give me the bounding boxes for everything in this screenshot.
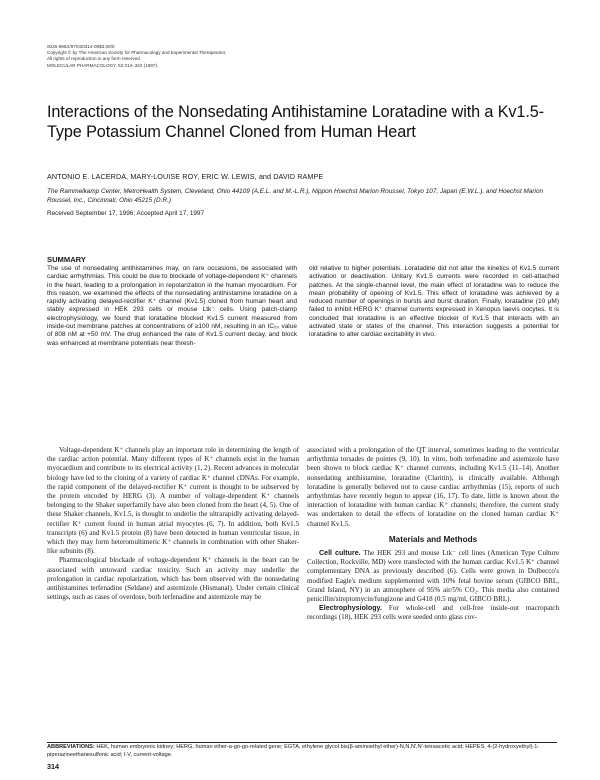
page-number: 314 — [47, 762, 59, 771]
doi-line: 0026-895X/97/020314-09$3.00/0 — [47, 44, 115, 49]
abbreviations-text: HEK, human embryonic kidney; HERG, human ether-a-go-go-related gene; EGTA, ethylene glycol bis(β-aminoethyl ether)-N,N,N′,N′-tetraacetic acid; HEPES, 4-(2-hydroxyethyl)-1-piperazineethanesulfonic acid; I-V, current-voltage. — [47, 744, 540, 758]
cell-culture-label: Cell culture. — [319, 549, 361, 558]
abbreviations-label: ABBREVIATIONS: — [47, 744, 95, 750]
electrophysiology-text: For whole-cell and cell-free inside-out macropatch recordings (18), HEK 293 cells were seeded onto glass cov- — [307, 604, 559, 622]
summary-column-right: old relative to higher potentials. Loratadine did not alter the kinetics of Kv1.5 current activation or deactivation. Unitary Kv1.5 currents were recorded in cell-attached patches. At the single-channel level, the main effect of loratadine was to reduce the mean probability of opening of Kv1.5. This effect of loratadine was achieved by a reduced number of openings in bursts and burst duration. Finally, loratadine (10 μM) failed to inhibit HERG K⁺ channel currents expressed in Xenopus laevis oocytes. It is concluded that loratadine is an effective blocker of Kv1.5 that interacts with an activated state or states of the channel. This interaction suggests a potential for loratadine to alter cardiac excitability in vivo. — [309, 265, 559, 339]
body-column-right — [307, 446, 559, 623]
footnote-divider — [47, 742, 557, 743]
received-dates: Received September 17, 1996; Accepted April 17, 1997 — [47, 210, 205, 217]
cell-culture-paragraph — [307, 549, 559, 604]
electrophysiology-label: Electrophysiology. — [319, 604, 382, 613]
article-title: Interactions of the Nonsedating Antihistamine Loratadine with a Kv1.5-Type Potassium Channel Cloned from Human Heart — [47, 103, 544, 141]
journal-header — [47, 44, 467, 69]
rights-line: All rights of reproduction in any form reserved. — [47, 56, 141, 62]
cell-culture-text: The HEK 293 and mouse Ltk⁻ cell lines (American Type Culture Collection, Rockville, MD) were transfected with the human cardiac Kv1.5 K⁺ channel complementary DNA as previously described (6). Cells were grown in Dulbecco's modified Eagle's medium supplemented with 10% fetal bovine serum (GIBCO BRL, Grand Island, NY) in an atmosphere of 95% air/5% CO₂. This media also contained penicillin/streptomycin/fungizone and G418 (0.5 mg/ml, GIBCO BRL). — [307, 549, 559, 604]
author-list: ANTONIO E. LACERDA, MARY-LOUISE ROY, ERIC W. LEWIS, and DAVID RAMPE — [47, 172, 324, 181]
electrophysiology-paragraph — [307, 604, 559, 622]
abbreviations-footnote — [47, 744, 557, 759]
intro-paragraph-1: Voltage-dependent K⁺ channels play an important role in determining the length of the cardiac action potential. Many different types of K⁺ channels exist in the human myocardium and contribute to its electrical activity (1, 2). Recent advances in molecular biology have led to the cloning of a variety of cardiac K⁺ channel cDNAs. For example, the rapid component of the delayed-rectifier K⁺ current is thought to be subserved by the protein encoded by HERG (3). A number of voltage-dependent K⁺ channels belonging to the Shaker superfamily have also been cloned from the heart (4, 5). One of these Shaker channels, Kv1.5, is thought to underlie the ultrarapidly activating delayed-rectifier K⁺ current found in human atrial myocytes (6, 7). In addition, both Kv1.5 transcripts (6) and Kv1.5 protein (8) have been detected in human ventricular tissue, in which they may form heteromultimeric K⁺ channels in combination with other Shaker-like subunits (8). — [47, 446, 299, 556]
summary-heading: SUMMARY — [47, 255, 86, 264]
intro-paragraph-3: associated with a prolongation of the QT interval, sometimes leading to the ventricular arrhythmia torsades de pointes (9, 10). In vitro, both terfenadine and astemizole have been shown to block cardiac K⁺ channel currents, including Kv1.5 (11–14). Another nonsedating antihistamine, loratadine (Claritin), is clinically available. Although loratadine is generally believed not to cause cardiac arrhythmias (15), reports of such arrhythmias have recently begun to appear (16, 17). To date, little is known about the interaction of loratadine with human cardiac K⁺ channels; therefore, the current study was undertaken to detail the effects of loratadine on the cloned human cardiac K⁺ channel Kv1.5. — [307, 446, 559, 528]
body-column-left — [47, 446, 299, 602]
methods-heading: Materials and Methods — [388, 534, 478, 544]
summary-column-left: The use of nonsedating antihistamines may, on rare occasions, be associated with cardiac arrhythmias. This could be due to blockade of voltage-dependent K⁺ channels in the heart, leading to a prolongation in repolarization in the human myocardium. For this reason, we examined the effects of the nonsedating antihistamine loratadine on a rapidly activating delayed-rectifier K⁺ channel (Kv1.5) cloned from human heart and stably expressed in HEK 293 cells or mouse Ltk⁻ cells. Using patch-clamp electrophysiology, we found that loratadine blocked Kv1.5 current measured from inside-out membrane patches at concentrations of ≥100 nM, resulting in an IC₅₀ value of 808 nM at +50 mV. The drug enhanced the rate of Kv1.5 current decay, and block was enhanced at membrane potentials near thresh- — [47, 265, 297, 347]
affiliations: The Rammelkamp Center, MetroHealth System, Cleveland, Ohio 44109 (A.E.L. and M.-L.R.), Nippon Hoechst Marion Roussel, Tokyo 107, Japan (E.W.L.), and Hoechst Marion Roussel, Inc., Cincinnati, Ohio 45215 (D.R.) — [47, 188, 544, 204]
citation-line: MOLECULAR PHARMACOLOGY, 52:314–322 (1997). — [47, 62, 159, 68]
intro-paragraph-2: Pharmacological blockade of voltage-dependent K⁺ channels in the heart can be associated with untoward cardiac toxicity. Such an activity may underlie the prolongation in cardiac repolarization, which has been observed with the nonsedating antihistamines terfenadine (Seldane) and astemizole (Hismanal). Under certain clinical settings, such as cases of overdose, both terfenadine and astemizole may be — [47, 556, 299, 602]
copyright-line: Copyright © by The American Society for Pharmacology and Experimental Therapeutics — [47, 50, 226, 56]
